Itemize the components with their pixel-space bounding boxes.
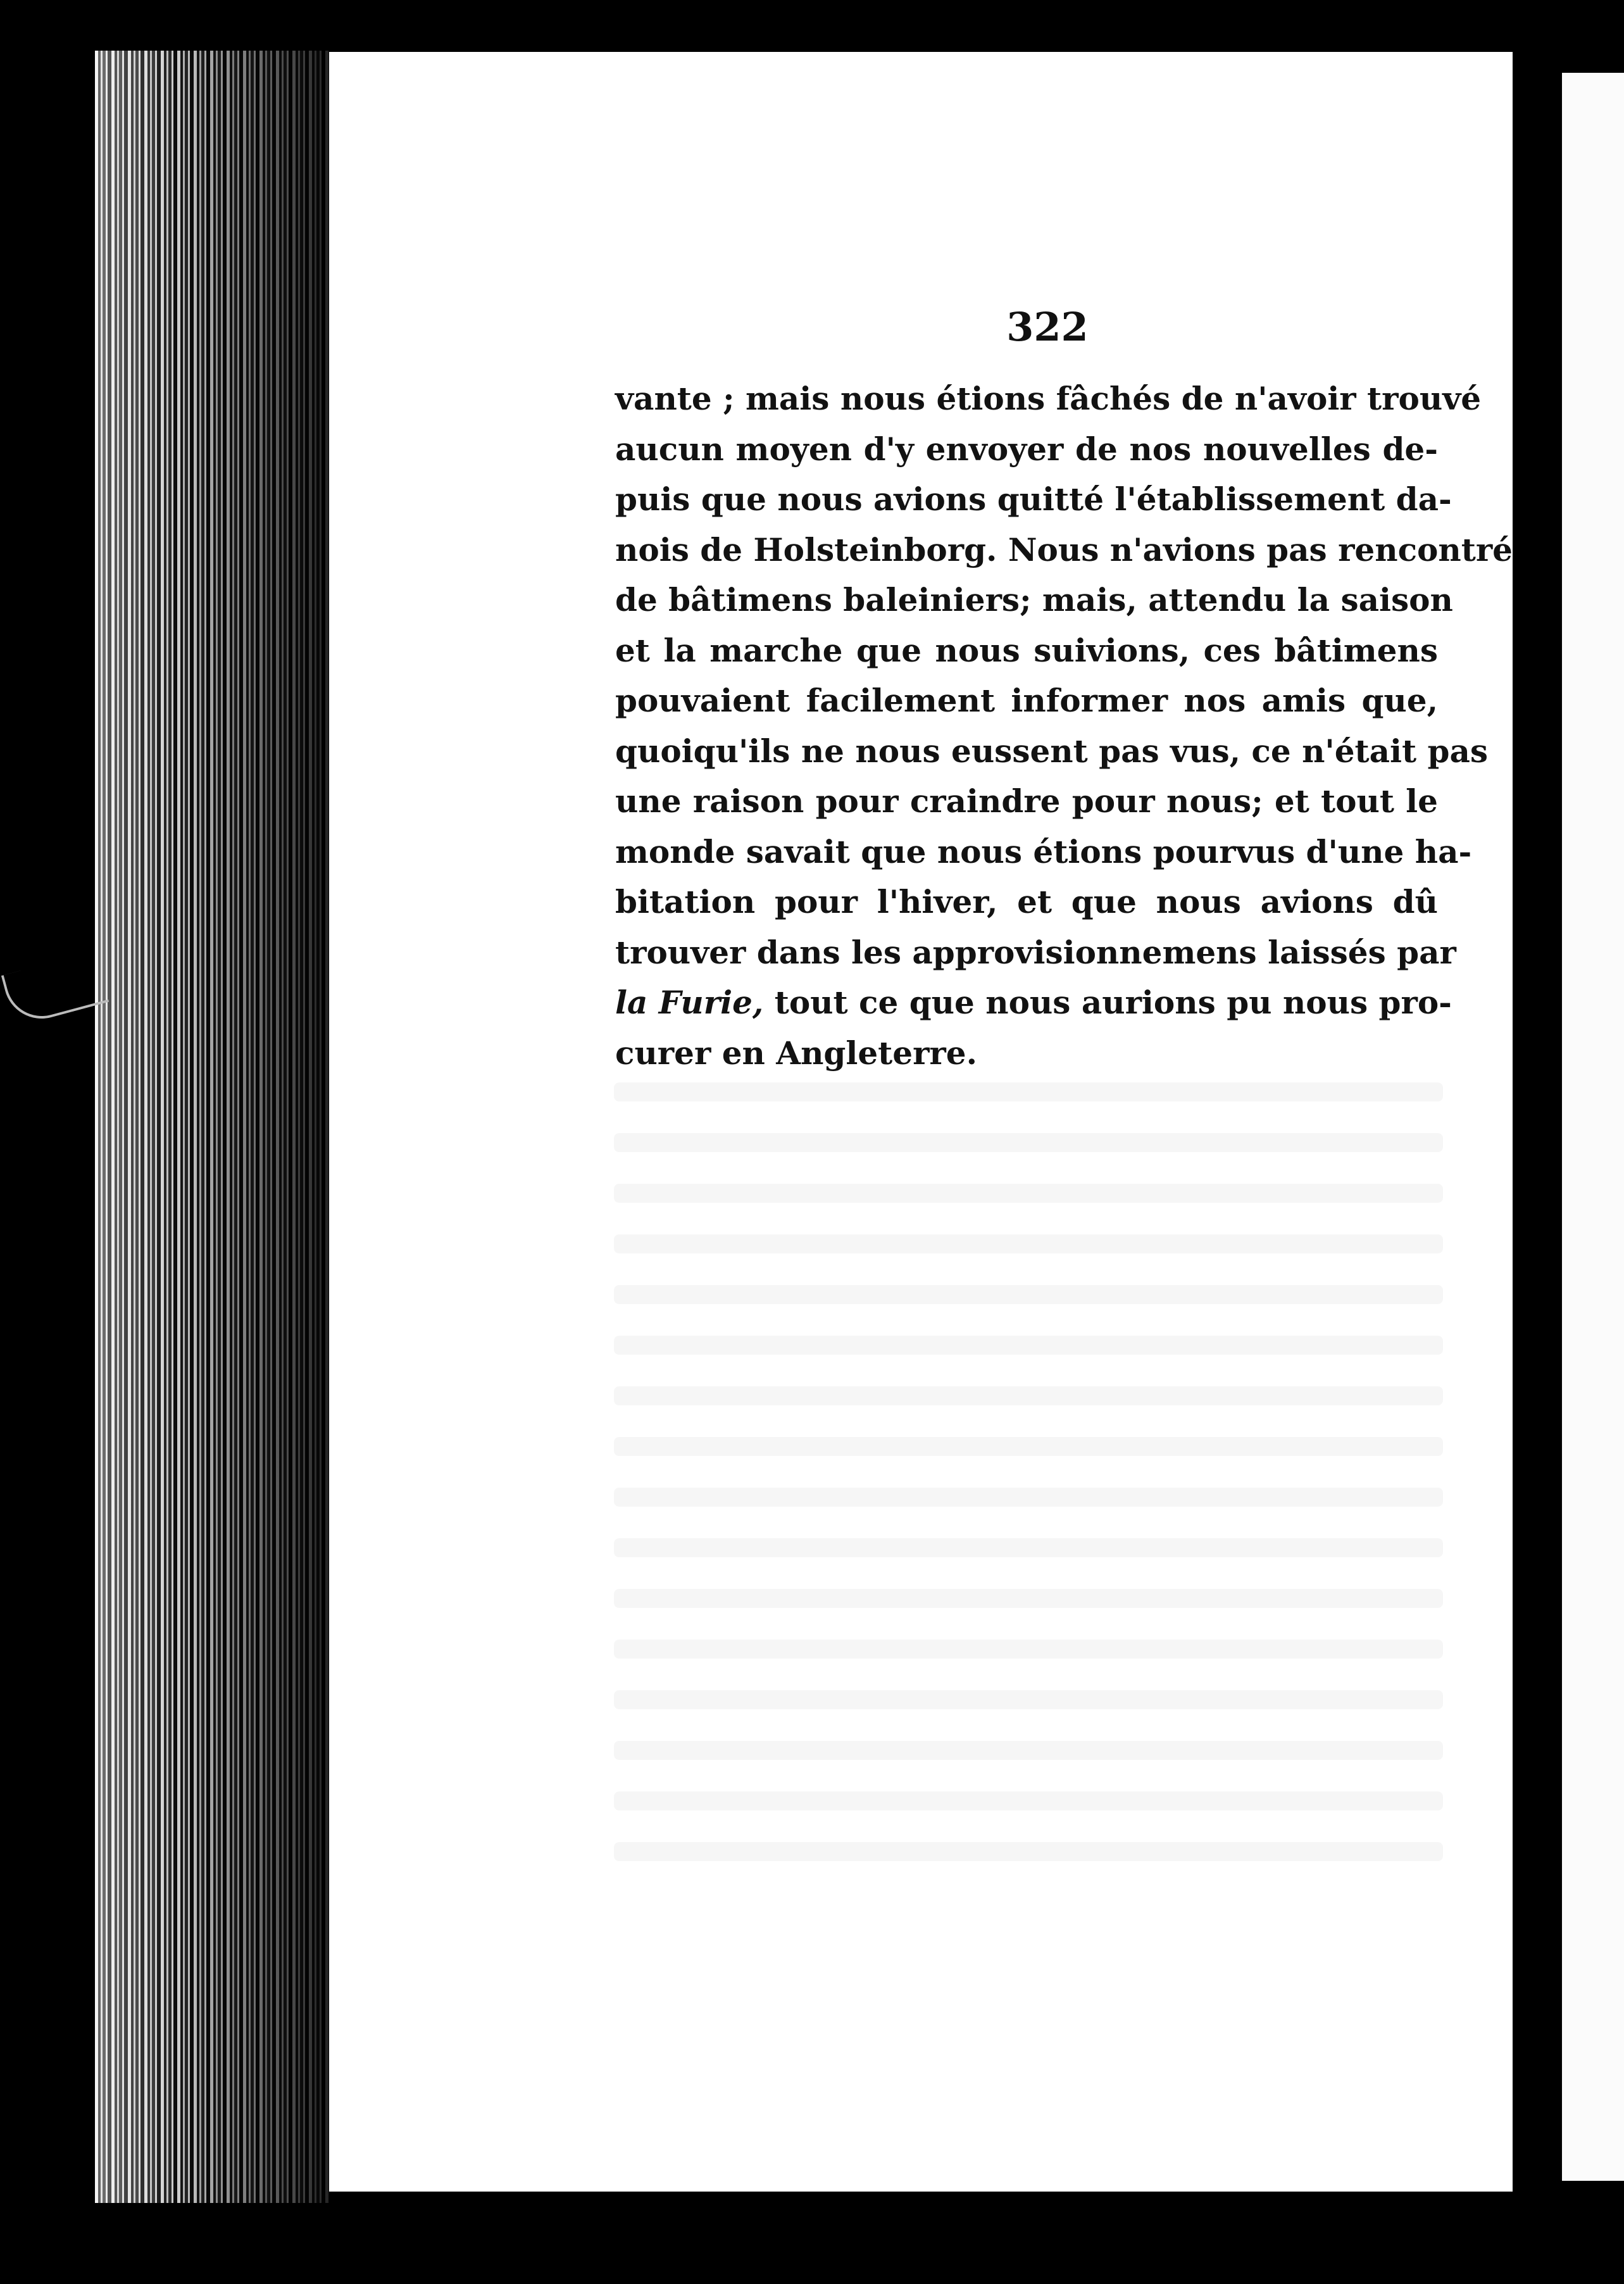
show-through-line [614, 1791, 1443, 1810]
book-page [329, 52, 1513, 2192]
show-through-line [614, 1842, 1443, 1861]
page-edges-shading [95, 51, 329, 2203]
text-line-rest: tout ce que nous aurions pu nous pro- [763, 984, 1452, 1021]
show-through-line [614, 1690, 1443, 1709]
text-line: pouvaient facilement informer nos amis que, [615, 682, 1438, 719]
text-line: quoiqu'ils ne nous eussent pas vus, ce n'était pas [615, 732, 1489, 770]
text-line: puis que nous avions quitté l'établissement da- [615, 480, 1452, 518]
show-through-line [614, 1538, 1443, 1557]
text-line: une raison pour craindre pour nous; et tout le [615, 782, 1438, 820]
body-text [615, 373, 1513, 1078]
text-line: nois de Holsteinborg. Nous n'avions pas rencontré [615, 530, 1513, 568]
show-through-line [614, 1184, 1443, 1203]
text-line: monde savait que nous étions pourvus d'une ha- [615, 832, 1472, 870]
text-line: aucun moyen d'y envoyer de nos nouvelles de- [615, 430, 1438, 468]
show-through-line [614, 1082, 1443, 1101]
text-line: bitation pour l'hiver, et que nous avions dû [615, 883, 1438, 920]
text-line: de bâtimens baleiniers; mais, attendu la saison [615, 581, 1453, 618]
show-through-line [614, 1336, 1443, 1355]
text-line: vante ; mais nous étions fâchés de n'avoir trouvé [615, 380, 1482, 417]
show-through-line [614, 1133, 1443, 1152]
show-through-line [614, 1589, 1443, 1608]
show-through-line [614, 1234, 1443, 1253]
page-number: 322 [1006, 304, 1089, 350]
text-line: trouver dans les approvisionnemens laissés par [615, 933, 1456, 971]
show-through-line [614, 1640, 1443, 1659]
show-through-line [614, 1488, 1443, 1507]
text-line: et la marche que nous suivions, ces bâtimens [615, 631, 1438, 669]
facing-page-edge [1562, 73, 1624, 2181]
text-line-last: curer en Angleterre. [615, 1034, 977, 1072]
show-through-line [614, 1437, 1443, 1456]
margin-mark [1, 951, 109, 1027]
ship-name: la Furie, [615, 984, 764, 1021]
show-through-line [614, 1741, 1443, 1760]
show-through-line [614, 1386, 1443, 1405]
show-through-line [614, 1285, 1443, 1304]
text-line-ship-name [615, 977, 1452, 1028]
